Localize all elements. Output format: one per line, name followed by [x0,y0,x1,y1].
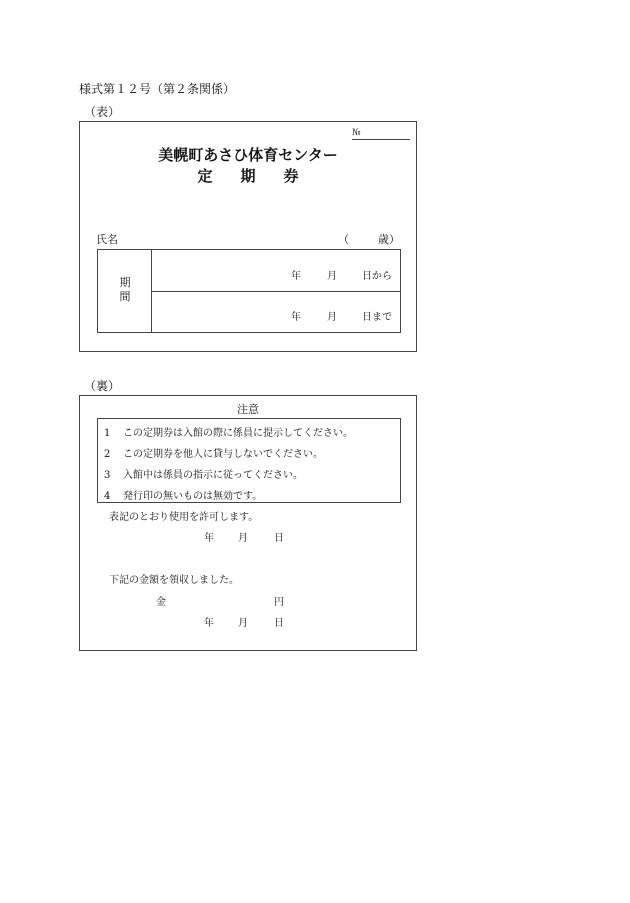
receipt-text: 下記の金額を領収しました。 [109,575,239,586]
period-to-day: 日まで [362,312,392,323]
back-card [79,395,417,651]
permit-text: 表記のとおり使用を許可します。 [109,512,259,523]
period-from-day: 日から [362,271,392,282]
age-open-paren: （ [338,233,349,246]
receipt-date-month: 月 [238,618,248,629]
front-card [79,121,417,352]
period-label-cell [98,250,152,332]
period-label [98,276,152,304]
age-label: 歳） [378,233,400,246]
receipt-date-day: 日 [274,618,284,629]
period-from-month: 月 [327,271,337,282]
permit-date-year: 年 [204,533,214,544]
number-underline [352,139,410,140]
form-number: 様式第１２号（第２条関係） [79,82,236,96]
period-to-year: 年 [291,312,301,323]
back-side-label: （裏） [84,379,121,393]
name-label: 氏名 [96,233,118,246]
period-to-month: 月 [327,312,337,323]
ticket-title: 定期券 [197,167,327,185]
notice-item: 1 この定期券は入館の際に係員に提示してください。 [104,428,353,439]
notice-title: 注意 [237,403,259,416]
money-label: 金 [156,597,166,608]
notice-item: 2 この定期券を他人に貸与しないでください。 [104,449,323,460]
permit-date-month: 月 [238,533,248,544]
number-label: № [352,128,361,138]
notice-item: 3 入館中は係員の指示に従ってください。 [104,470,303,481]
front-side-label: （表） [84,105,121,119]
period-from-year: 年 [291,271,301,282]
period-box [97,249,401,333]
notice-item: 4 発行印の無いものは無効です。 [104,491,263,502]
period-divider [152,291,400,292]
permit-date-day: 日 [274,533,284,544]
period-label-char-2: 間 [119,290,131,303]
yen-label: 円 [274,597,284,608]
period-label-char-1: 期 [119,276,131,289]
notice-box [97,418,401,503]
facility-name: 美幌町あさひ体育センター [158,146,338,164]
receipt-date-year: 年 [204,618,214,629]
